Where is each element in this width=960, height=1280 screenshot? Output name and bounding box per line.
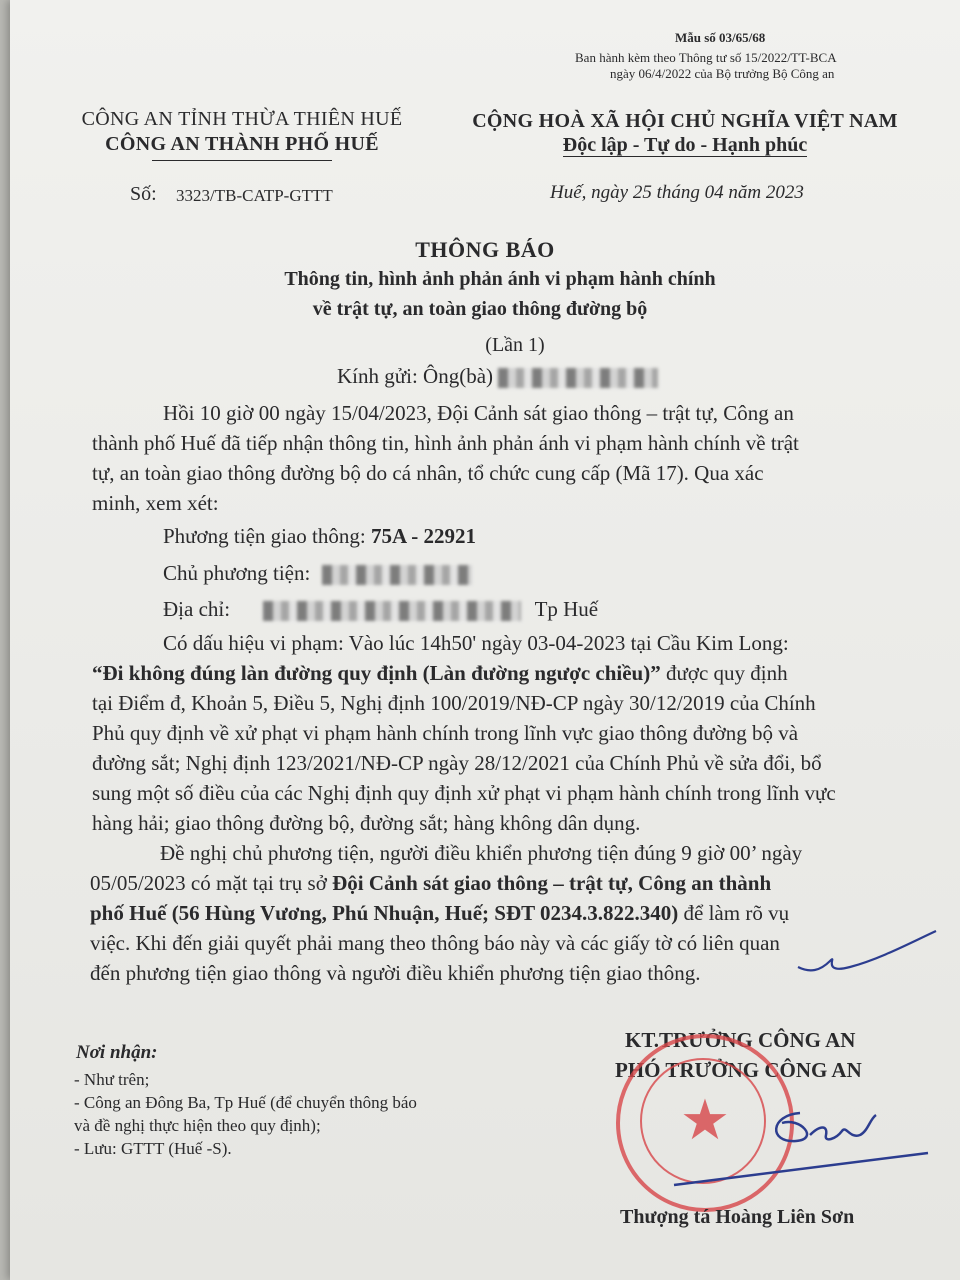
official-seal: ★ bbox=[616, 1034, 794, 1212]
owner-label: Chủ phương tiện: bbox=[163, 561, 311, 585]
addressee bbox=[337, 364, 658, 389]
recipient-1: - Như trên; bbox=[74, 1070, 150, 1089]
violation-line5: đường sắt; Nghị định 123/2021/NĐ-CP ngày 28/12/2021 của Chính Phủ về sửa đổi, bổ bbox=[92, 751, 822, 775]
issue-date: Huế, ngày 25 tháng 04 năm 2023 bbox=[550, 182, 804, 203]
notice-title: THÔNG BÁO bbox=[415, 237, 555, 262]
violation-line6: sung một số điều của các Nghị định quy định xử phạt vi phạm hành chính trong lĩnh vực bbox=[92, 781, 836, 805]
para1-line3: tự, an toàn giao thông đường bộ do cá nhân, tổ chức cung cấp (Mã 17). Qua xác bbox=[92, 461, 764, 485]
recipient-2b: và đề nghị thực hiện theo quy định); bbox=[74, 1116, 321, 1135]
signer-name: Thượng tá Hoàng Liên Sơn bbox=[620, 1206, 855, 1228]
doc-number: 3323/TB-CATP-GTTT bbox=[176, 186, 333, 205]
request-line2: 05/05/2023 có mặt tại trụ sở Đội Cảnh sát giao thông – trật tự, Công an thành bbox=[90, 871, 772, 895]
request-line4: việc. Khi đến giải quyết phải mang theo thông báo này và các giấy tờ có liên quan bbox=[90, 931, 780, 955]
para1-line2: thành phố Huế đã tiếp nhận thông tin, hình ảnh phản ánh vi phạm hành chính về trật bbox=[92, 431, 799, 455]
addressee-label: Kính gửi: Ông(bà) bbox=[337, 364, 494, 388]
signer-title-1: KT.TRƯỞNG CÔNG AN bbox=[625, 1028, 856, 1052]
violation-line3: tại Điểm đ, Khoản 5, Điều 5, Nghị định 100/2019/NĐ-CP ngày 30/12/2019 của Chính bbox=[92, 691, 816, 715]
form-issued-line1: Ban hành kèm theo Thông tư số 15/2022/TT-BCA bbox=[575, 50, 837, 65]
notice-subtitle-1: Thông tin, hình ảnh phản ánh vi phạm hành chính bbox=[284, 268, 716, 290]
handwritten-signature bbox=[650, 1095, 940, 1205]
country-name: CỘNG HOÀ XÃ HỘI CHỦ NGHĨA VIỆT NAM bbox=[472, 110, 898, 132]
agency-province: CÔNG AN TỈNH THỪA THIÊN HUẾ bbox=[81, 108, 403, 130]
signer-title-2: PHÓ TRƯỞNG CÔNG AN bbox=[615, 1058, 862, 1082]
para1-line4: minh, xem xét: bbox=[92, 491, 219, 515]
agency-city: CÔNG AN THÀNH PHỐ HUẾ bbox=[105, 133, 379, 155]
address-row bbox=[163, 594, 598, 624]
notice-subtitle-2: về trật tự, an toàn giao thông đường bộ bbox=[312, 298, 648, 320]
vehicle-label: Phương tiện giao thông: bbox=[163, 524, 366, 548]
vehicle-plate: 75A - 22921 bbox=[370, 524, 476, 548]
doc-number-label: Số: bbox=[130, 183, 157, 205]
recipients-heading: Nơi nhận: bbox=[76, 1042, 158, 1063]
request-line3: phố Huế (56 Hùng Vương, Phú Nhuận, Huế; SĐT 0234.3.822.340) để làm rõ vụ bbox=[90, 901, 790, 925]
recipient-2a: - Công an Đông Ba, Tp Huế (để chuyển thông báo bbox=[74, 1093, 417, 1112]
owner-row bbox=[163, 558, 472, 588]
request-line1: Đề nghị chủ phương tiện, người điều khiển phương tiện đúng 9 giờ 00’ ngày bbox=[160, 841, 803, 865]
handwritten-check-mark bbox=[790, 925, 940, 985]
violation-line4: Phủ quy định về xử phạt vi phạm hành chính trong lĩnh vực giao thông đường bộ và bbox=[92, 721, 799, 745]
request-line5: đến phương tiện giao thông và người điều khiển phương tiện giao thông. bbox=[90, 961, 701, 985]
address-label: Địa chỉ: bbox=[163, 597, 231, 621]
violation-line1: Có dấu hiệu vi phạm: Vào lúc 14h50' ngày 03-04-2023 tại Cầu Kim Long: bbox=[163, 631, 789, 655]
notice-round: (Lần 1) bbox=[485, 334, 545, 356]
address-city: Tp Huế bbox=[534, 597, 599, 621]
violation-line2: “Đi không đúng làn đường quy định (Làn đường ngược chiều)” được quy định bbox=[92, 661, 788, 685]
redacted-address bbox=[263, 601, 521, 621]
violation-line7: hàng hải; giao thông đường bộ, đường sắt; hàng không dân dụng. bbox=[92, 811, 641, 835]
document-page bbox=[10, 0, 960, 1280]
para1-line1: Hồi 10 giờ 00 ngày 15/04/2023, Đội Cảnh sát giao thông – trật tự, Công an bbox=[163, 401, 794, 425]
form-issued-line2: ngày 06/4/2022 của Bộ trưởng Bộ Công an bbox=[610, 66, 835, 81]
form-code: Mẫu số 03/65/68 bbox=[675, 30, 766, 45]
national-motto: Độc lập - Tự do - Hạnh phúc bbox=[562, 134, 808, 156]
violation-description: “Đi không đúng làn đường quy định (Làn đường ngược chiều)” bbox=[92, 661, 661, 685]
recipient-3: - Lưu: GTTT (Huế -S). bbox=[74, 1139, 232, 1158]
redacted-owner bbox=[322, 565, 472, 585]
agency-divider bbox=[152, 160, 332, 161]
vehicle-row bbox=[163, 521, 476, 551]
redacted-name bbox=[498, 368, 658, 388]
